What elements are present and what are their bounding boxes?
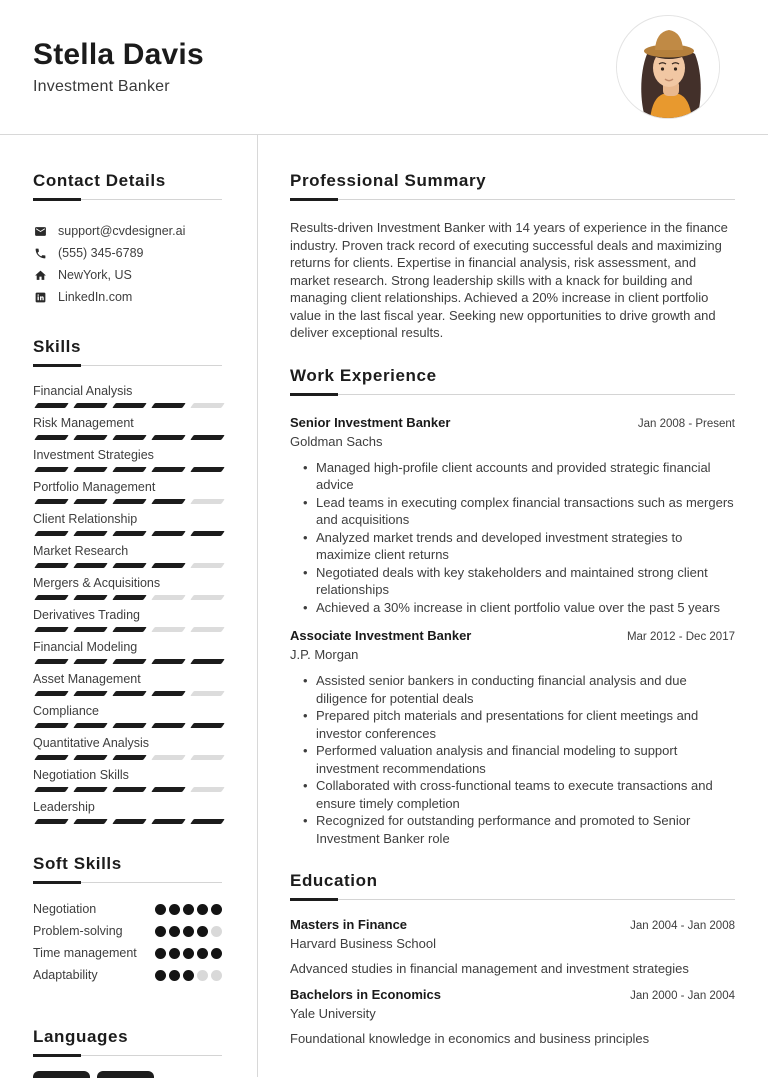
linkedin-icon [33,290,47,304]
skill-bar-segment [151,659,186,664]
soft-skill-item [33,921,222,942]
level-dot [169,948,180,959]
soft-skill-level-dots [155,921,222,937]
skill-bar-segment [151,403,186,408]
skill-bar-segment [112,531,147,536]
job-role: Associate Investment Banker [290,628,472,643]
job-dates: Jan 2008 - Present [637,417,735,430]
language-tag [33,1071,90,1078]
skill-bar-segment [190,627,225,632]
skill-bar-segment [73,499,108,504]
contact-text: support@cvdesigner.ai [58,224,186,238]
job-bullet: • Recognized for outstanding performance and promoted to Senior Investment Banker role [316,812,735,847]
skill-bar-segment [73,627,108,632]
skill-bar-segment [190,403,225,408]
skill-bar-segment [190,435,225,440]
contact-item [33,220,222,242]
skill-bar-segment [34,691,69,696]
level-dot [169,904,180,915]
contact-text: LinkedIn.com [58,290,133,304]
level-dot [169,926,180,937]
skill-level-bar [33,531,223,536]
job-bullet: • Achieved a 30% increase in client portfolio value over the past 5 years [316,599,735,617]
level-dot [155,926,166,937]
education-entry [290,917,735,977]
skill-bar-segment [190,691,225,696]
skill-name: Quantitative Analysis [33,736,150,750]
skill-bar-segment [190,819,225,824]
contact-text: NewYork, US [58,268,132,282]
skill-bar-segment [112,627,147,632]
skill-item [33,640,222,664]
skill-bar-segment [73,563,108,568]
languages-title: Languages [33,1027,129,1046]
level-dot [155,904,166,915]
skill-item [33,512,222,536]
soft-skill-item [33,899,222,920]
contact-list [33,220,222,308]
skill-bar-segment [73,691,108,696]
summary-title: Professional Summary [290,171,487,190]
skill-bar-segment [190,563,225,568]
skill-bar-segment [112,563,147,568]
skill-item [33,800,222,824]
skill-bar-segment [34,787,69,792]
level-dot [183,904,194,915]
skill-name: Investment Strategies [33,448,154,462]
skill-name: Asset Management [33,672,141,686]
skill-bar-segment [73,435,108,440]
skill-bar-segment [151,627,186,632]
skill-level-bar [33,499,223,504]
job-bullet: • Collaborated with cross-functional teams to execute transactions and ensure timely completion [316,777,735,812]
skill-bar-segment [73,531,108,536]
education-list [290,917,735,1047]
level-dot [197,926,208,937]
section-rule [290,898,735,901]
soft-skills-title: Soft Skills [33,854,122,873]
soft-skill-name: Problem-solving [33,924,123,938]
main-column [258,135,768,1077]
skill-item [33,672,222,696]
education-description: Foundational knowledge in economics and business principles [290,1031,650,1046]
skill-bar-segment [73,467,108,472]
level-dot [155,948,166,959]
skill-bar-segment [112,723,147,728]
section-rule [33,881,222,884]
skill-bar-segment [112,659,147,664]
skill-level-bar [33,435,223,440]
skill-name: Negotiation Skills [33,768,129,782]
soft-skill-item [33,965,222,986]
skill-bar-segment [151,531,186,536]
job-company: Goldman Sachs [290,433,383,449]
skill-bar-segment [190,787,225,792]
skill-bar-segment [151,819,186,824]
level-dot [183,948,194,959]
soft-skill-name: Adaptability [33,968,98,982]
skill-bar-segment [34,403,69,408]
skill-name: Compliance [33,704,100,718]
soft-skill-name: Negotiation [33,902,97,916]
job-bullet: • Managed high-profile client accounts and provided strategic financial advice [316,459,735,494]
skill-level-bar [33,755,223,760]
skill-bar-segment [190,467,225,472]
skill-bar-segment [73,819,108,824]
section-rule [33,364,222,367]
skill-bar-segment [112,499,147,504]
skill-bar-segment [190,659,225,664]
job-bullet: • Analyzed market trends and developed investment strategies to maximize client returns [316,529,735,564]
page-body [0,135,768,1077]
skill-bar-segment [190,723,225,728]
skill-bar-segment [151,755,186,760]
soft-skills-section [33,854,222,986]
section-rule [290,198,735,201]
skill-name: Financial Modeling [33,640,138,654]
experience-title: Work Experience [290,365,437,385]
skill-bar-segment [73,403,108,408]
skill-item [33,768,222,792]
job-company: J.P. Morgan [290,647,359,662]
skill-name: Client Relationship [33,512,138,526]
skill-bar-segment [112,755,147,760]
education-school: Harvard Business School [290,936,436,951]
skill-bar-segment [34,595,69,600]
skills-list [33,384,222,824]
avatar [616,15,720,119]
home-icon [33,268,47,282]
skill-bar-segment [73,723,108,728]
education-entry [290,987,735,1047]
skill-level-bar [33,403,223,408]
education-degree: Bachelors in Economics [290,987,441,1002]
soft-skill-level-dots [155,899,222,915]
skill-item [33,416,222,440]
summary-text: Results-driven Investment Banker with 14 years of experience in the finance industry. Proven track record of executing successful deals and maximizing returns for clients. Expertise in financial analysis, risk assessment, and market research. Strong leadership skills with a knack for building and managing client relationships. Achieved a 20% increase in client portfolio value in the last fiscal year. Seeking new opportunities to drive growth and deliver exceptional results. [290,220,728,340]
job-dates: Mar 2012 - Dec 2017 [626,631,735,643]
skill-bar-segment [151,563,186,568]
skill-bar-segment [112,819,147,824]
skill-bar-segment [112,691,147,696]
skill-item [33,704,222,728]
level-dot [211,926,222,937]
skill-bar-segment [151,595,186,600]
skill-item [33,736,222,760]
job-header [290,415,735,431]
skill-bar-segment [151,467,186,472]
skill-bar-segment [73,595,108,600]
skill-name: Financial Analysis [33,384,133,398]
skill-bar-segment [151,787,186,792]
skill-bar-segment [34,723,69,728]
contact-item [33,242,222,264]
job-bullets [290,459,735,617]
skill-bar-segment [34,499,69,504]
job-bullet: • Assisted senior bankers in conducting financial analysis and due diligence for potential deals [316,672,735,707]
skill-level-bar [33,723,223,728]
skill-bar-segment [73,659,108,664]
education-dates: Jan 2004 - Jan 2008 [630,920,735,932]
contact-title: Contact Details [33,171,166,190]
skill-bar-segment [73,787,108,792]
job-bullet: • Lead teams in executing complex financial transactions such as mergers and acquisitions [316,494,735,529]
skill-bar-segment [112,467,147,472]
level-dot [197,904,208,915]
job-bullets [290,672,735,847]
skill-bar-segment [34,627,69,632]
level-dot [169,970,180,981]
section-rule [290,393,735,396]
languages-section [33,1027,222,1078]
skill-name: Risk Management [33,416,134,430]
job-bullet: • Negotiated deals with key stakeholders and maintained strong client relationships [316,564,735,599]
skill-level-bar [33,819,223,824]
email-icon [33,224,47,238]
section-rule [33,1054,222,1057]
soft-skills-list [33,899,222,986]
level-dot [155,970,166,981]
language-tags [33,1071,222,1078]
skill-bar-segment [34,531,69,536]
skills-section [33,337,222,824]
level-dot [211,904,222,915]
skill-bar-segment [112,787,147,792]
skill-item [33,576,222,600]
skill-bar-segment [34,659,69,664]
skill-bar-segment [34,467,69,472]
job-bullet: • Prepared pitch materials and presentations for client meetings and investor conferences [316,707,735,742]
sidebar [0,135,258,1077]
education-school: Yale University [290,1006,376,1021]
skill-bar-segment [190,755,225,760]
skill-bar-segment [151,435,186,440]
phone-icon [33,246,47,260]
contact-item [33,286,222,308]
skill-name: Leadership [33,800,95,814]
skill-bar-segment [190,499,225,504]
skills-title: Skills [33,337,82,356]
skill-name: Mergers & Acquisitions [33,576,161,590]
level-dot [197,970,208,981]
skill-bar-segment [112,435,147,440]
contact-text: (555) 345-6789 [58,246,144,260]
skill-bar-segment [34,435,69,440]
job-role: Senior Investment Banker [290,414,451,430]
skill-level-bar [33,691,223,696]
job-entry [290,628,735,847]
education-section [290,871,735,1047]
skill-bar-segment [151,723,186,728]
skill-item [33,608,222,632]
skill-bar-segment [112,403,147,408]
skill-name: Portfolio Management [33,480,156,494]
header [0,0,768,135]
skill-item [33,448,222,472]
education-dates: Jan 2000 - Jan 2004 [630,990,735,1002]
section-rule [33,198,222,201]
skill-bar-segment [190,531,225,536]
job-header [290,628,735,644]
skill-bar-segment [34,563,69,568]
education-description: Advanced studies in financial management and investment strategies [290,961,689,976]
skill-item [33,544,222,568]
skill-bar-segment [34,819,69,824]
skill-level-bar [33,659,223,664]
skill-item [33,384,222,408]
jobs-list [290,415,735,848]
soft-skill-level-dots [155,965,222,981]
education-header [290,987,735,1003]
job-bullet: • Performed valuation analysis and financial modeling to support investment recommendations [316,742,735,777]
soft-skill-name: Time management [33,946,137,960]
person-name: Stella Davis [33,38,204,71]
level-dot [197,948,208,959]
skill-name: Market Research [33,544,129,558]
education-title: Education [290,871,378,890]
skill-bar-segment [112,595,147,600]
soft-skill-item [33,943,222,964]
skill-level-bar [33,467,223,472]
avatar-illustration [617,16,720,119]
skill-item [33,480,222,504]
skill-level-bar [33,787,223,792]
skill-bar-segment [151,499,186,504]
level-dot [183,970,194,981]
level-dot [211,948,222,959]
skill-level-bar [33,627,223,632]
skill-level-bar [33,563,223,568]
job-entry [290,415,735,617]
contact-section [33,171,222,308]
contact-item [33,264,222,286]
education-degree: Masters in Finance [290,917,408,932]
skill-bar-segment [34,755,69,760]
experience-section [290,366,735,848]
skill-level-bar [33,595,223,600]
skill-bar-segment [151,691,186,696]
soft-skill-level-dots [155,943,222,959]
person-title: Investment Banker [33,78,170,95]
skill-name: Derivatives Trading [33,608,140,622]
education-header [290,917,735,933]
level-dot [183,926,194,937]
skill-bar-segment [190,595,225,600]
summary-section [290,171,735,342]
level-dot [211,970,222,981]
language-tag [97,1071,154,1078]
skill-bar-segment [73,755,108,760]
